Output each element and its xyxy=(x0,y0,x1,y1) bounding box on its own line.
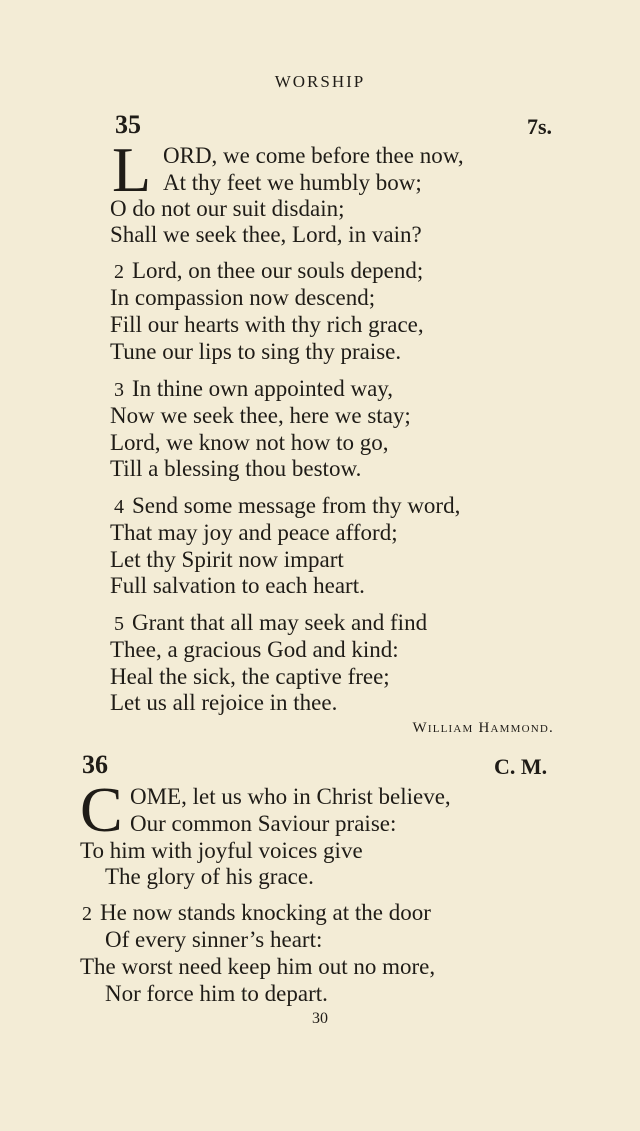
hymn-35-line: At thy feet we humbly bow; xyxy=(163,170,422,195)
hymn-35-line: Fill our hearts with thy rich grace, xyxy=(110,312,424,337)
hymn-36-drop-cap: C xyxy=(80,774,123,845)
stanza-number: 2 xyxy=(82,903,92,925)
hymn-35-line: Shall we seek thee, Lord, in vain? xyxy=(110,222,422,247)
hymn-35-line: Full salvation to each heart. xyxy=(110,573,365,598)
hymn-35-line: Tune our lips to sing thy praise. xyxy=(110,339,402,364)
hymn-36-meter: C. M. xyxy=(494,754,548,779)
hymn-35-line: Let us all rejoice in thee. xyxy=(110,690,338,715)
hymn-35-number: 35 xyxy=(115,110,141,139)
hymn-35-author: William Hammond. xyxy=(412,720,554,736)
hymn-36-number: 36 xyxy=(82,750,108,779)
hymn-35-line: 5 Grant that all may seek and find xyxy=(114,610,428,635)
hymn-35-meter: 7s. xyxy=(527,114,553,139)
hymn-36-line: The glory of his grace. xyxy=(105,864,314,889)
hymn-35-line: Let thy Spirit now impart xyxy=(110,547,344,572)
page-number: 30 xyxy=(312,1010,328,1027)
hymn-35-line: Thee, a gracious God and kind: xyxy=(110,637,399,662)
hymn-36-line: The worst need keep him out no more, xyxy=(80,954,436,979)
stanza-number: 3 xyxy=(114,379,124,401)
hymn-36-line: Our common Saviour praise: xyxy=(130,811,397,836)
hymn-36-line: OME, let us who in Christ believe, xyxy=(130,784,451,809)
hymn-36-line: Of every sinner’s heart: xyxy=(105,927,323,952)
hymn-36-line: Nor force him to depart. xyxy=(105,981,328,1006)
hymn-35-line: That may joy and peace afford; xyxy=(110,520,398,545)
hymn-35-line: 3 In thine own appointed way, xyxy=(114,376,394,401)
hymn-35-line: 4 Send some message from thy word, xyxy=(114,493,461,518)
hymn-35-drop-cap: L xyxy=(112,134,152,205)
hymn-36-line: 2 He now stands knocking at the door xyxy=(82,900,431,925)
hymn-35-line: Till a blessing thou bestow. xyxy=(110,456,362,481)
hymn-35-line: 2 Lord, on thee our souls depend; xyxy=(114,258,424,283)
hymn-35-line: Now we seek thee, here we stay; xyxy=(110,403,411,428)
hymn-35-line: In compassion now descend; xyxy=(110,285,376,310)
hymn-36-line: To him with joyful voices give xyxy=(80,838,363,863)
running-head: WORSHIP xyxy=(274,72,366,91)
hymn-35-line: Heal the sick, the captive free; xyxy=(110,664,390,689)
hymn-35-line: O do not our suit disdain; xyxy=(110,196,345,221)
stanza-number: 2 xyxy=(114,261,124,283)
hymn-35-line: Lord, we know not how to go, xyxy=(110,430,389,455)
stanza-number: 5 xyxy=(114,613,124,635)
stanza-number: 4 xyxy=(114,496,124,518)
hymn-35-line: ORD, we come before thee now, xyxy=(163,143,464,168)
